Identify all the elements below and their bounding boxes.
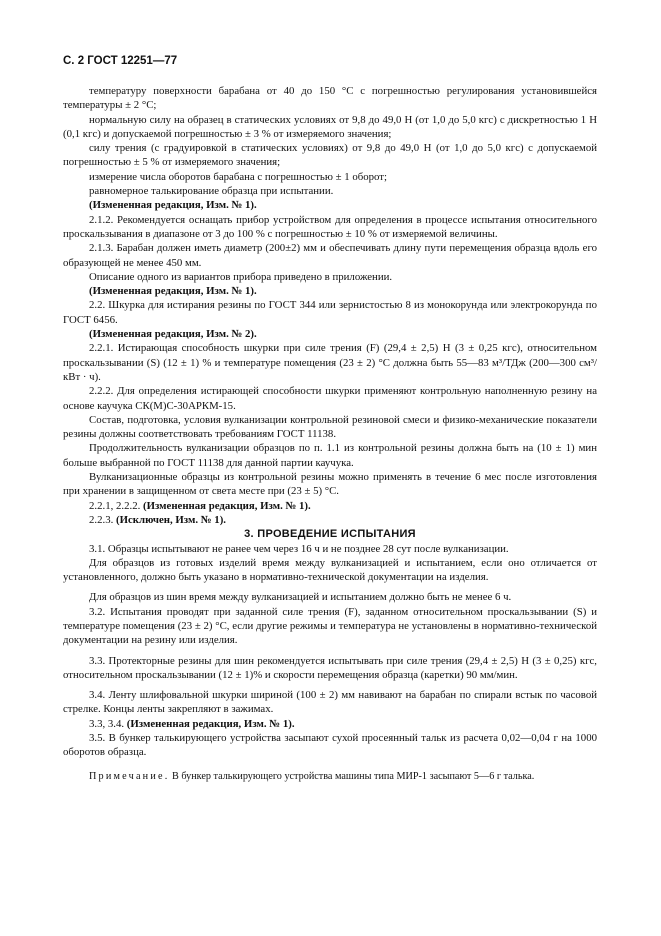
amendment-note: (Измененная редакция, Изм. № 1).: [126, 717, 295, 730]
paragraph: равномерное талькирование образца при испытании.: [89, 185, 334, 198]
clause-2-2-1: 2.2.1. Истирающая способность шкурки при силе трения (F) (29,4 ± 2,5) Н (3 ± 0,25 кгс), относительном проскальзывании (S) (12 ± 1) % и температуре помещения (23 ± 2) °С должна быть 55—83 м³/ТДж (200—300 см³/кВт · ч).: [63, 342, 597, 383]
amendment-note: (Измененная редакция, Изм. № 1).: [89, 285, 257, 298]
clause-ref: 2.2.3.: [89, 513, 114, 526]
amendment-note: (Измененная редакция, Изм. № 1).: [89, 199, 257, 212]
clause-2-2-2: 2.2.2. Для определения истирающей способности шкурки применяют контрольную наполненную резину на основе каучука СК(М)С-30АРКМ-15.: [63, 385, 597, 412]
clause-3-3: 3.3. Протекторные резины для шин рекомендуется испытывать при силе трения (29,4 ± 2,5) Н (3 ± 0,25) кгс, относительном проскальзывании (12 ± 1)% и скорости перемещения образца (каретки) 90 мм/мин.: [63, 654, 597, 681]
paragraph: Для образцов из готовых изделий время между вулканизацией и испытанием, если оно отличается от установленного, должно быть указано в нормативно-технической документации на изделия.: [63, 556, 597, 584]
paragraph: Вулканизационные образцы из контрольной резины можно применять в течение 6 мес после изготовления при хранении в защищенном от света месте при (23 ± 5) °С.: [63, 471, 597, 498]
document-body: [63, 84, 597, 784]
paragraph: силу трения (с градуировкой в статических условиях) от 9,8 до 49,0 Н (от 1,0 до 5,0 кгс) с допускаемой погрешностью ± 5 % от измеряемого значения;: [63, 142, 597, 169]
page-header: С. 2 ГОСТ 12251—77: [63, 55, 178, 67]
paragraph: Для образцов из шин время между вулканизацией и испытанием должно быть не менее 6 ч.: [89, 591, 512, 604]
paragraph: измерение числа оборотов барабана с погрешностью ± 1 оборот;: [89, 170, 388, 183]
note-text: В бункер талькирующего устройства машины типа МИР-1 засыпают 5—6 г талька.: [171, 770, 535, 782]
amendment-line: [63, 513, 597, 527]
amendment-note: (Измененная редакция, Изм. № 2).: [89, 328, 257, 341]
clause-3-1: 3.1. Образцы испытывают не ранее чем через 16 ч и не позднее 28 сут после вулканизации.: [89, 542, 509, 555]
paragraph: Состав, подготовка, условия вулканизации контрольной резиновой смеси и физико-механические показатели резины должны соответствовать требованиям ГОСТ 11138.: [63, 413, 597, 441]
clause-2-1-3: 2.1.3. Барабан должен иметь диаметр (200±2) мм и обеспечивать длину пути перемещения образца вдоль его образующей не менее 450 мм.: [63, 242, 597, 269]
clause-3-4: 3.4. Ленту шлифовальной шкурки шириной (100 ± 2) мм навивают на барабан по спирали встык по часовой стрелке. Концы ленты закрепляют в зажимах.: [63, 689, 597, 716]
excluded-note: (Исключен, Изм. № 1).: [116, 513, 226, 526]
clause-ref: 3.3, 3.4.: [89, 717, 125, 730]
note-label: Примечание.: [89, 770, 170, 782]
clause-ref: 2.2.1, 2.2.2.: [89, 499, 141, 512]
paragraph: температуру поверхности барабана от 40 до 150 °С с погрешностью регулирования установившейся температуры ± 2 °С;: [63, 85, 597, 112]
clause-2-2: 2.2. Шкурка для истирания резины по ГОСТ 344 или зернистостью 8 из монокорунда или электрокорунда по ГОСТ 6456.: [63, 299, 597, 326]
paragraph: Продолжительность вулканизации образцов по п. 1.1 из контрольной резины должна быть на (10 ± 1) мин больше выбранной по ГОСТ 11138 для данной партии каучука.: [63, 442, 597, 469]
paragraph: Описание одного из вариантов прибора приведено в приложении.: [89, 270, 393, 283]
section-title: 3. ПРОВЕДЕНИЕ ИСПЫТАНИЯ: [244, 528, 416, 541]
clause-3-2: 3.2. Испытания проводят при заданной силе трения (F), заданном относительном проскальзывании (S) и температуре помещения (23 ± 2) °С, если другие режимы и температура не установлены в нормативно-технической документации на резину или изделия.: [63, 605, 597, 647]
clause-2-1-2: 2.1.2. Рекомендуется оснащать прибор устройством для определения в процессе испытания относительного проскальзывания в диапазоне от 3 до 100 % с погрешностью ± 10 % от измеряемой величины.: [63, 213, 597, 240]
amendment-line: [63, 717, 597, 731]
amendment-line: [63, 499, 597, 513]
paragraph: нормальную силу на образец в статических условиях от 9,8 до 49,0 Н (от 1,0 до 5,0 кгс) с дискретностью 1 Н (0,1 кгс) и допускаемой погрешностью ± 3 % от измеряемого значения;: [63, 113, 597, 140]
amendment-note: (Измененная редакция, Изм. № 1).: [143, 499, 311, 512]
note: [63, 770, 597, 784]
clause-3-5: 3.5. В бункер талькирующего устройства засыпают сухой просеянный тальк из расчета 0,02—0,04 г на 1000 оборотов образца.: [63, 732, 597, 759]
